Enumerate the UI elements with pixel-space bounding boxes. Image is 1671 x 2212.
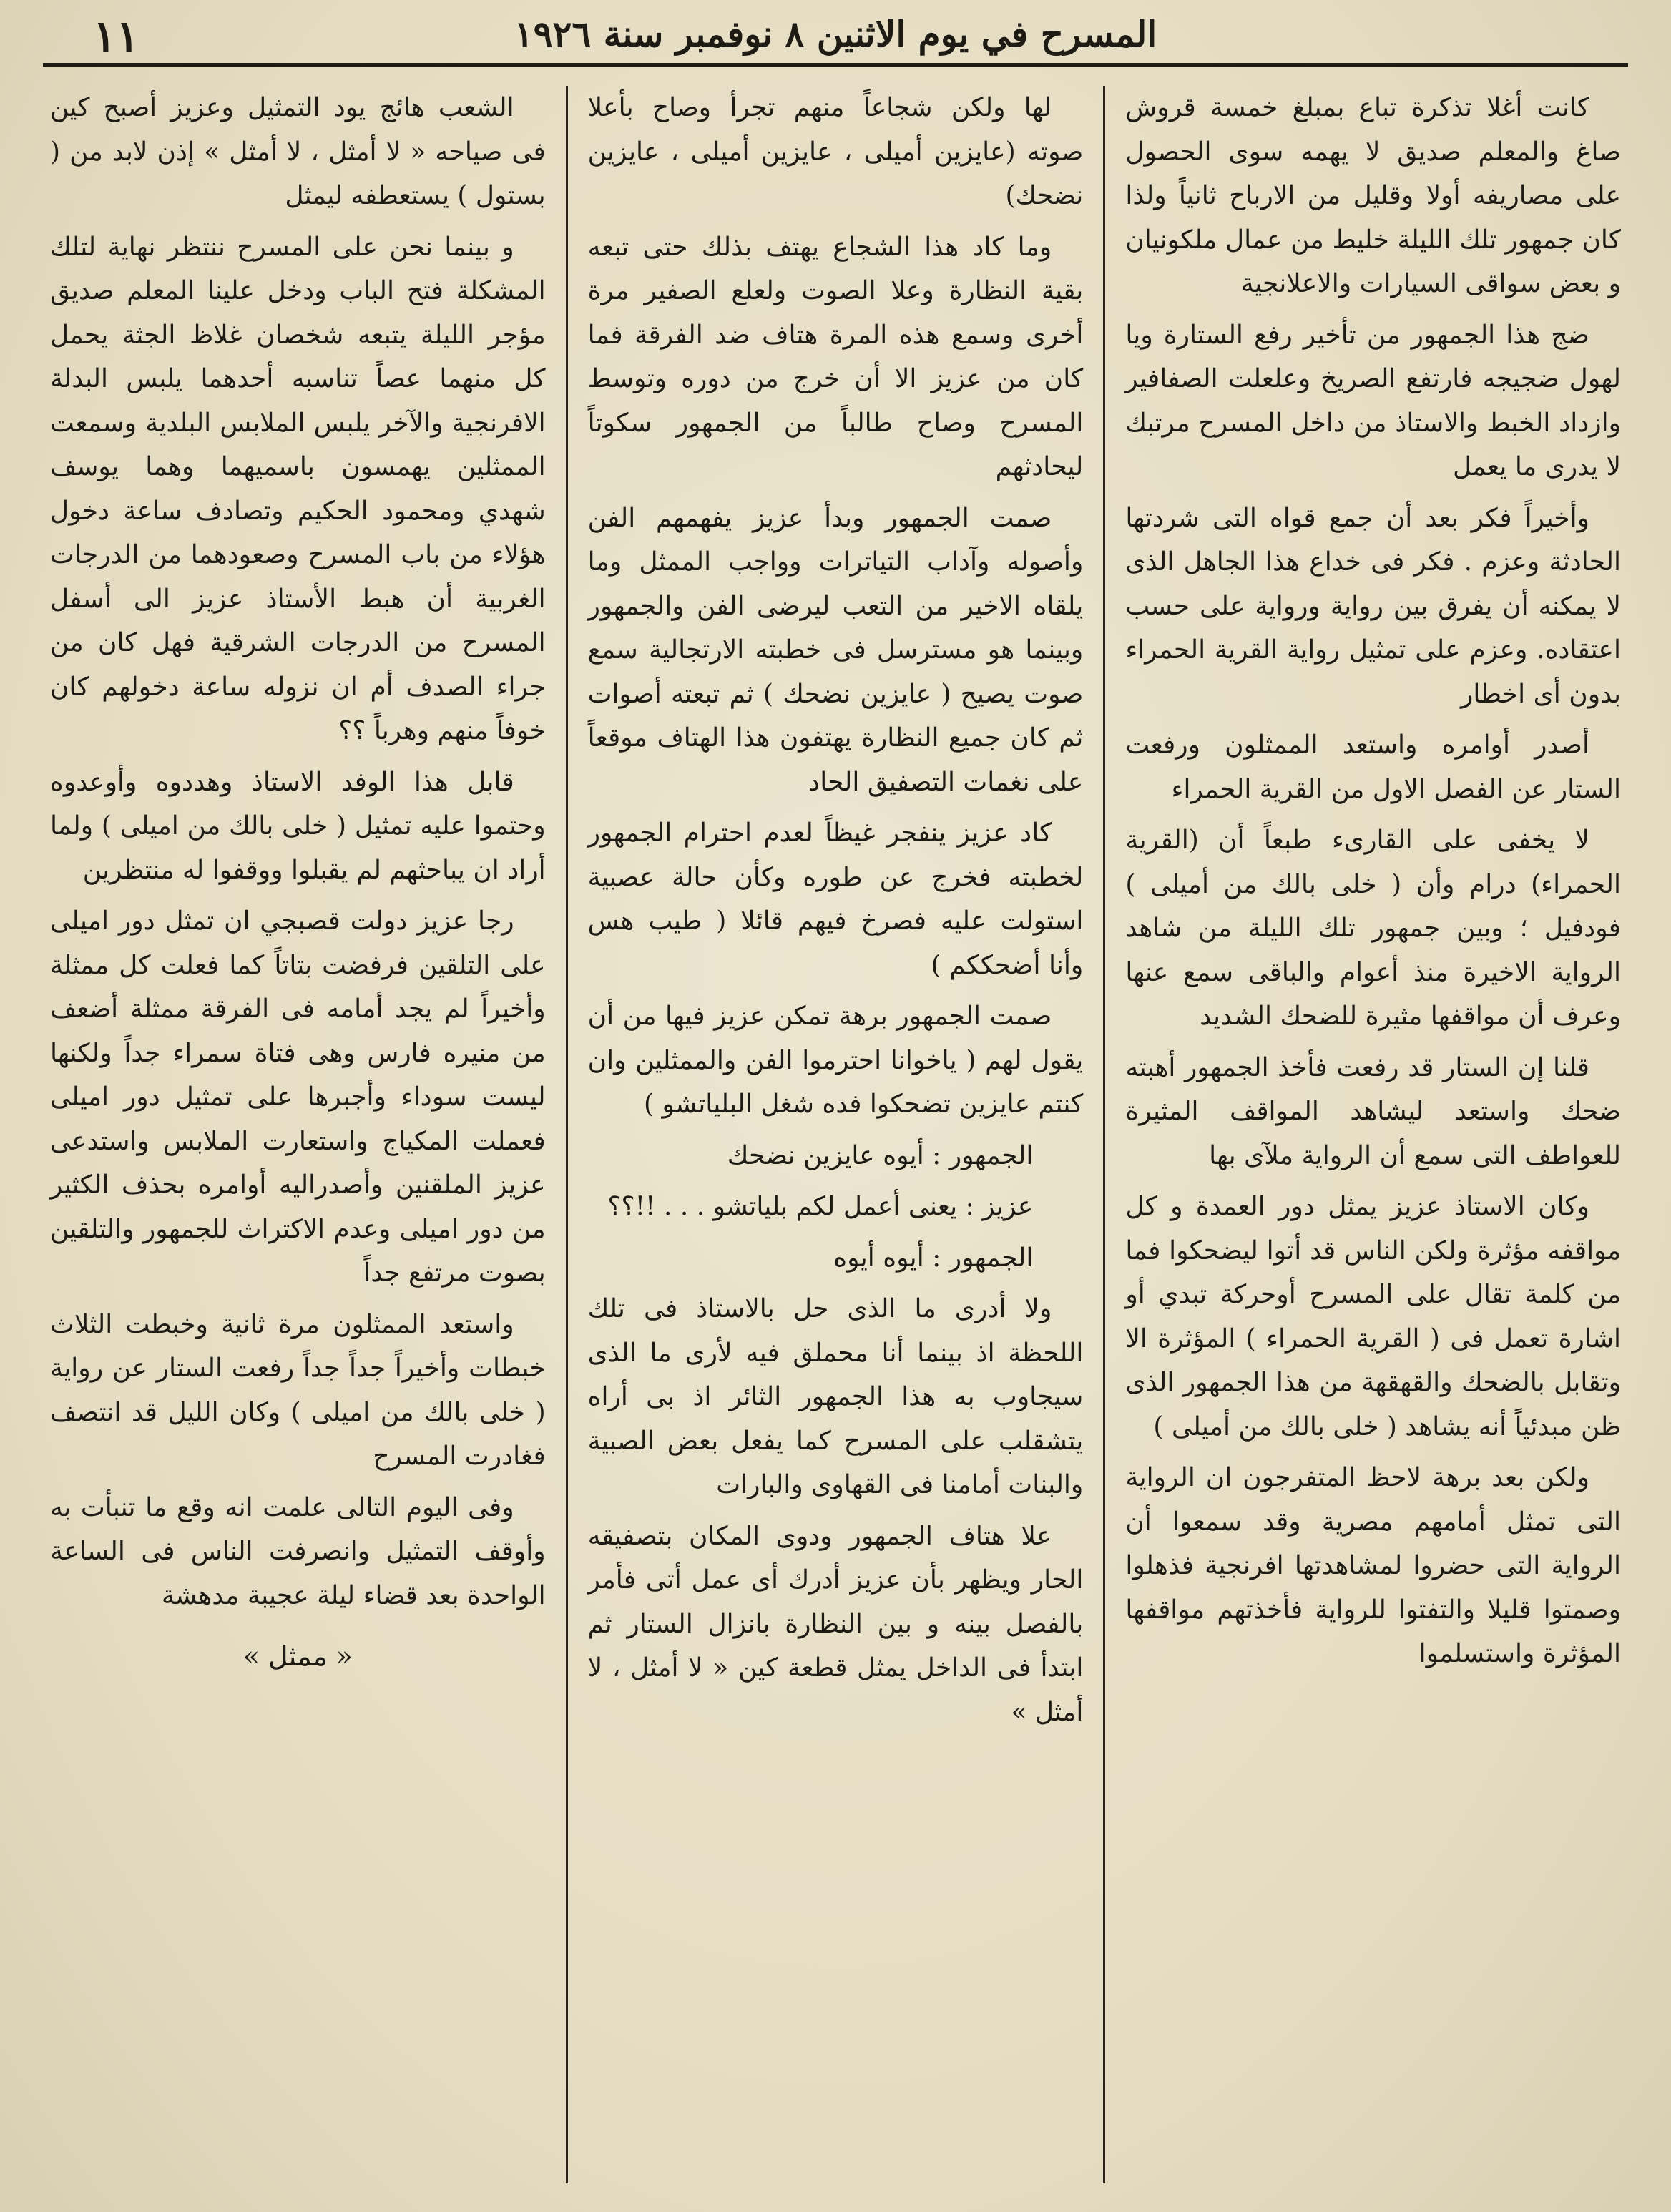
paragraph: ضج هذا الجمهور من تأخير رفع الستارة ويا لهول ضجيجه فارتفع الصريخ وعلعلت الصفافير وازداد الخبط والاستاذ من داخل المسرح مرتبك لا يدرى ما يعمل <box>1125 320 1621 481</box>
column-middle <box>571 86 1101 2183</box>
page-title: المسرح في يوم الاثنين ٨ نوفمبر سنة ١٩٢٦ <box>514 13 1157 55</box>
page-header <box>43 7 1628 61</box>
column-divider <box>566 86 568 2183</box>
paragraph: ولكن بعد برهة لاحظ المتفرجون ان الرواية التى تمثل أمامهم مصرية وقد سمعوا أن الرواية التى حضروا لمشاهدتها افرنجية فذهلوا وصمتوا قليلا والتفتوا للرواية فأخذتهم مواقفها المؤثرة واستسلموا <box>1125 1463 1621 1668</box>
paragraph: صمت الجمهور برهة تمكن عزيز فيها من أن يقول لهم ( ياخوانا احترموا الفن والممثلين وان كنتم عايزين تضحكوا فده شغل البلياتشو ) <box>587 1002 1084 1119</box>
paragraph: رجا عزيز دولت قصبجي ان تمثل دور اميلى على التلقين فرفضت بتاتاً كما فعلت كل ممثلة وأخيراً لم يجد أمامه فى الفرقة ممثلة أضعف من منيره فارس وهى فتاة سمراء جداً ولكنها ليست سوداء وأجبرها على تمثيل دور اميلى فعملت المكياج واستعارت الملابس واستدعى عزيز الملقنين وأصدراليه أوامره بحذف الكثير من دور اميلى وعدم الاكتراث للجمهور والتلقين بصوت مرتفع جداً <box>49 906 546 1288</box>
paragraph: وكان الاستاذ عزيز يمثل دور العمدة و كل مواقفه مؤثرة ولكن الناس قد أتوا ليضحكوا فما من كلمة تقال على المسرح أوحركة تبدي أو اشارة تعمل فى ( القرية الحمراء ) المؤثرة الا وتقابل بالضحك والقهقهة من هذا الجمهور الذى ظن مبدئياً أنه يشاهد ( خلى بالك من أميلى ) <box>1125 1192 1621 1442</box>
paragraph: صمت الجمهور وبدأ عزيز يفهمهم الفن وأصوله وآداب التياترات وواجب الممثل وما يلقاه الاخير من التعب ليرضى الفن والجمهور وبينما هو مسترسل فى خطبته الارتجالية سمع صوت يصيح ( عايزين نضحك ) ثم تبعته أصوات ثم كان جميع النظارة يهتفون هذا الهتاف موقعاً على نغمات التصفيق الحاد <box>587 503 1084 797</box>
dialogue-line: الجمهور : أيوه أيوه <box>833 1243 1034 1273</box>
paragraph: ولا أدرى ما الذى حل بالاستاذ فى تلك اللحظة اذ بينما أنا محملق فيه لأرى ما الذى سيجاوب به هذا الجمهور الثائر اذ بى أراه يتشقلب على المسرح كما يفعل بعض الصبية والبنات أمامنا فى القهاوى والبارات <box>587 1294 1084 1499</box>
article-columns <box>33 86 1638 2183</box>
page-number: ١١ <box>93 11 139 62</box>
paragraph: وفى اليوم التالى علمت انه وقع ما تنبأت به وأوقف التمثيل وانصرفت الناس فى الساعة الواحدة بعد قضاء ليلة عجيبة مدهشة <box>49 1492 546 1610</box>
dialogue-line: الجمهور : أيوه عايزين نضحك <box>727 1140 1034 1170</box>
paragraph: واستعد الممثلون مرة ثانية وخبطت الثلاث خبطات وأخيراً جداً جداً رفعت الستار عن رواية ( خلى بالك من اميلى ) وكان الليل قد انتصف فغادرت المسرح <box>49 1309 546 1471</box>
paragraph: الشعب هائج يود التمثيل وعزيز أصبح كين فى صياحه « لا أمثل ، لا أمثل » إذن لابد من ( بستول ) يستعطفه ليمثل <box>49 93 546 210</box>
column-right <box>1108 86 1638 2183</box>
column-divider <box>1103 86 1105 2183</box>
paragraph: وما كاد هذا الشجاع يهتف بذلك حتى تبعه بقية النظارة وعلا الصوت ولعلع الصفير مرة أخرى وسمع هذه المرة هتاف ضد الفرقة فما كان من عزيز الا أن خرج من دوره وتوسط المسرح وصاح طالباً من الجمهور سكوتاً ليحادثهم <box>587 232 1084 481</box>
paragraph: لا يخفى على القارىء طبعاً أن (القرية الحمراء) درام وأن ( خلى بالك من أميلى ) فودفيل ؛ وبين جمهور تلك الليلة من شاهد الرواية الاخيرة منذ أعوام والباقى سمع عنها وعرف أن مواقفها مثيرة للضحك الشديد <box>1125 826 1621 1031</box>
paragraph: و بينما نحن على المسرح ننتظر نهاية لتلك المشكلة فتح الباب ودخل علينا المعلم صديق مؤجر الليلة يتبعه شخصان غلاظ الجثة يحمل كل منهما عصاً تناسبه أحدهما يلبس البدلة الافرنجية والآخر يلبس الملابس البلدية وسمعت الممثلين يهمسون باسميهما وهما يوسف شهدي ومحمود الحكيم وتصادف ساعة دخول هؤلاء من باب المسرح وصعودهما من الدرجات الغربية أن هبط الأستاذ عزيز الى أسفل المسرح من الدرجات الشرقية فهل كان من جراء الصدف أم ان نزوله ساعة دخولهم كان خوفاً منهم وهرباً ؟؟ <box>49 232 546 745</box>
paragraph: كاد عزيز ينفجر غيظاً لعدم احترام الجمهور لخطبته فخرج عن طوره وكأن حالة عصبية استولت عليه فصرخ فيهم قائلا ( طيب هس وأنا أضحككم ) <box>587 818 1084 980</box>
dialogue-line: عزيز : يعنى أعمل لكم بلياتشو . . . !!؟؟ <box>607 1192 1034 1221</box>
column-left <box>33 86 563 2183</box>
paragraph: لها ولكن شجاعاً منهم تجرأ وصاح بأعلا صوته (عايزين أميلى ، عايزين أميلى ، عايزين نضحك) <box>587 93 1084 210</box>
paragraph: علا هتاف الجمهور ودوى المكان بتصفيقه الحار ويظهر بأن عزيز أدرك أى عمل أتى فأمر بالفصل بينه و بين النظارة بانزال الستار ثم ابتدأ فى الداخل يمثل قطعة كين « لا أمثل ، لا أمثل » <box>587 1521 1084 1727</box>
paragraph: كانت أغلا تذكرة تباع بمبلغ خمسة قروش صاغ والمعلم صديق لا يهمه سوى الحصول على مصاريفه أولا وقليل من الارباح ثانياً ولذا كان جمهور تلك الليلة خليط من عمال ملكونيان و بعض سواقى السيارات والاعلانجية <box>1125 93 1621 298</box>
paragraph: وأخيراً فكر بعد أن جمع قواه التى شردتها الحادثة وعزم . فكر فى خداع هذا الجاهل الذى لا يمكنه أن يفرق بين رواية ورواية على حسب اعتقاده. وعزم على تمثيل رواية القرية الحمراء بدون أى اخطار <box>1125 503 1621 709</box>
paragraph: قابل هذا الوفد الاستاذ وهددوه وأوعدوه وحتموا عليه تمثيل ( خلى بالك من اميلى ) ولما أراد ان يباحثهم لم يقبلوا ووقفوا له منتظرين <box>49 767 546 885</box>
paragraph: أصدر أوامره واستعد الممثلون ورفعت الستار عن الفصل الاول من القرية الحمراء <box>1125 730 1621 804</box>
paragraph: قلنا إن الستار قد رفعت فأخذ الجمهور أهبته ضحك واستعد ليشاهد المواقف المثيرة للعواطف التى سمع أن الرواية ملآى بها <box>1125 1052 1621 1170</box>
author-signature: « ممثل » <box>242 1640 353 1672</box>
header-rule <box>43 63 1628 67</box>
